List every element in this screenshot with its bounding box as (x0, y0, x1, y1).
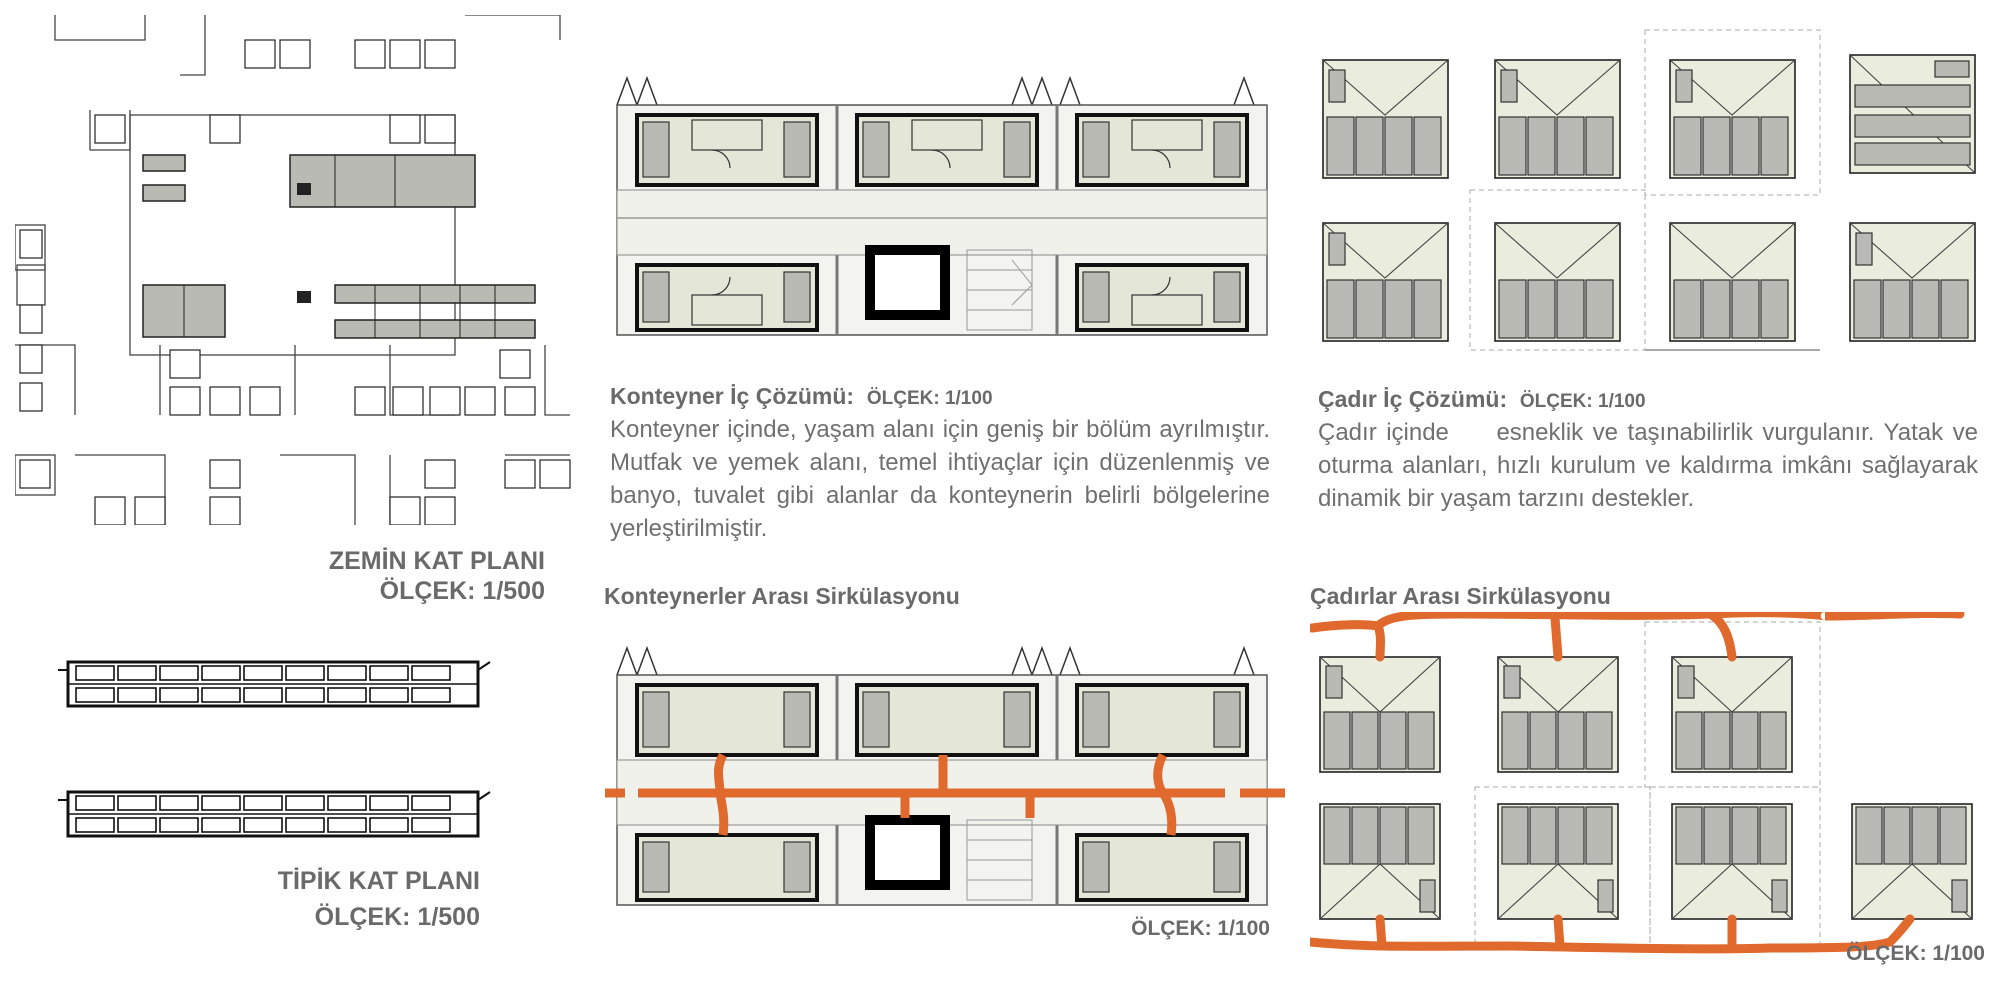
tent-interior-heading (1318, 386, 1646, 413)
tent-interior-scale: ÖLÇEK: 1/100 (1519, 391, 1646, 412)
typical-floor-plan-strip-2 (58, 780, 498, 850)
tent-circulation-plan (1310, 612, 1990, 957)
typical-plan-scale: ÖLÇEK: 1/500 (314, 903, 480, 931)
container-circulation-title: Konteynerler Arası Sirkülasyonu (604, 583, 960, 609)
container-interior-description: Konteyner içinde, yaşam alanı için geniş bir bölüm ayrılmıştır. Mutfak ve yemek alanı, temel ihtiyaçlar için düzenlenmiş ve banyo, tuvalet gibi alanlar da konteynerin belirli bölgelerine yerleştirilmiştir. (610, 416, 1270, 542)
ground-plan-scale: ÖLÇEK: 1/500 (379, 577, 545, 605)
container-interior-heading (610, 383, 993, 410)
container-circulation-plan (605, 640, 1285, 915)
container-interior-title: Konteyner İç Çözümü: (610, 383, 855, 409)
container-interior-plan (612, 70, 1274, 345)
tent-circulation-scale: ÖLÇEK: 1/100 (1846, 942, 1985, 965)
tent-interior-description: Çadır içinde esneklik ve taşınabilirlik vurgulanır. Yatak ve oturma alanları, hızlı kurulum ve kaldırma imkânı sağlayarak dinamik bir yaşam tarzını destekler. (1318, 419, 1985, 512)
typical-plan-title: TİPİK KAT PLANI (277, 867, 480, 895)
container-circulation-scale: ÖLÇEK: 1/100 (1131, 917, 1270, 940)
tent-circulation-title: Çadırlar Arası Sirkülasyonu (1310, 583, 1611, 609)
ground-floor-plan (15, 15, 575, 525)
container-interior-scale: ÖLÇEK: 1/100 (866, 388, 993, 409)
tent-interior-title: Çadır İç Çözümü: (1318, 386, 1508, 412)
typical-floor-plan-strip-1 (58, 650, 498, 720)
ground-plan-title: ZEMİN KAT PLANI (328, 547, 545, 575)
tent-interior-plan (1315, 25, 1990, 355)
